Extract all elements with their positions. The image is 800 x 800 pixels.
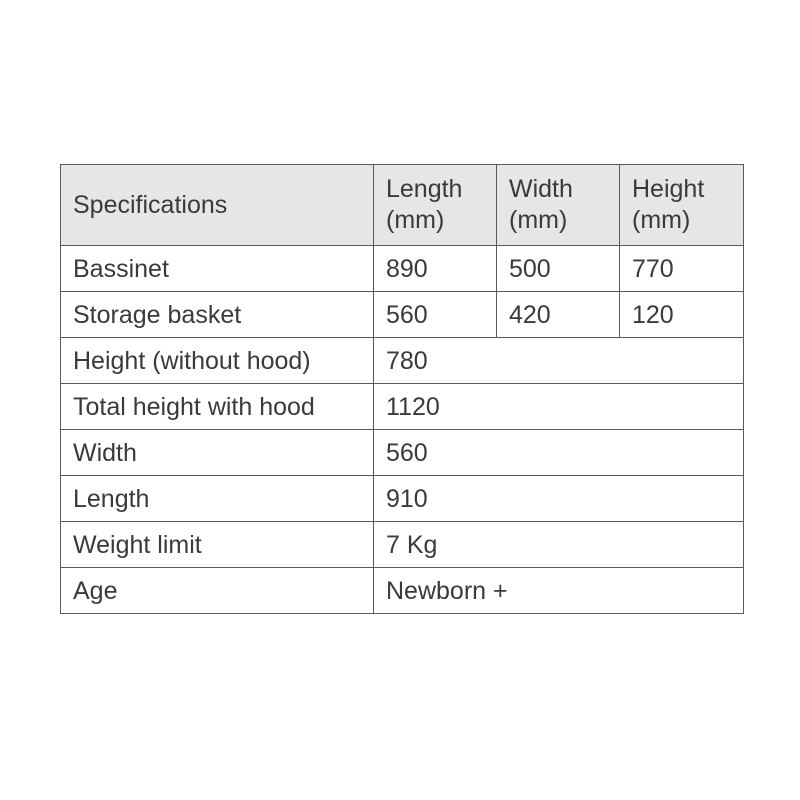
header-width: [497, 165, 620, 246]
table-row-height-without-hood: [61, 338, 744, 384]
cell-length: 560: [374, 292, 497, 338]
cell-width: 420: [497, 292, 620, 338]
cell-height: 770: [620, 246, 744, 292]
row-label: Height (without hood): [61, 338, 374, 384]
header-length: [374, 165, 497, 246]
row-label: Width: [61, 430, 374, 476]
row-value: 1120: [374, 384, 744, 430]
table-row-total-height-with-hood: [61, 384, 744, 430]
row-label: Age: [61, 568, 374, 614]
table-row-age: [61, 568, 744, 614]
row-value: 560: [374, 430, 744, 476]
table-row-bassinet: [61, 246, 744, 292]
table-row-weight-limit: [61, 522, 744, 568]
row-label: Length: [61, 476, 374, 522]
row-value: Newborn +: [374, 568, 744, 614]
row-value: 910: [374, 476, 744, 522]
row-label: Bassinet: [61, 246, 374, 292]
table-row-storage-basket: [61, 292, 744, 338]
specifications-table: [60, 164, 744, 614]
row-label: Weight limit: [61, 522, 374, 568]
header-width-label: Width: [509, 175, 573, 203]
table-header-row: [61, 165, 744, 246]
header-length-unit: (mm): [386, 206, 445, 234]
table-row-width: [61, 430, 744, 476]
header-height-unit: (mm): [632, 206, 691, 234]
header-specifications: Specifications: [61, 165, 374, 246]
header-height-label: Height: [632, 175, 705, 203]
header-length-label: Length: [386, 175, 463, 203]
cell-width: 500: [497, 246, 620, 292]
row-label: Total height with hood: [61, 384, 374, 430]
table-row-length: [61, 476, 744, 522]
row-value: 7 Kg: [374, 522, 744, 568]
cell-height: 120: [620, 292, 744, 338]
cell-length: 890: [374, 246, 497, 292]
header-width-unit: (mm): [509, 206, 568, 234]
row-value: 780: [374, 338, 744, 384]
header-height: [620, 165, 744, 246]
row-label: Storage basket: [61, 292, 374, 338]
